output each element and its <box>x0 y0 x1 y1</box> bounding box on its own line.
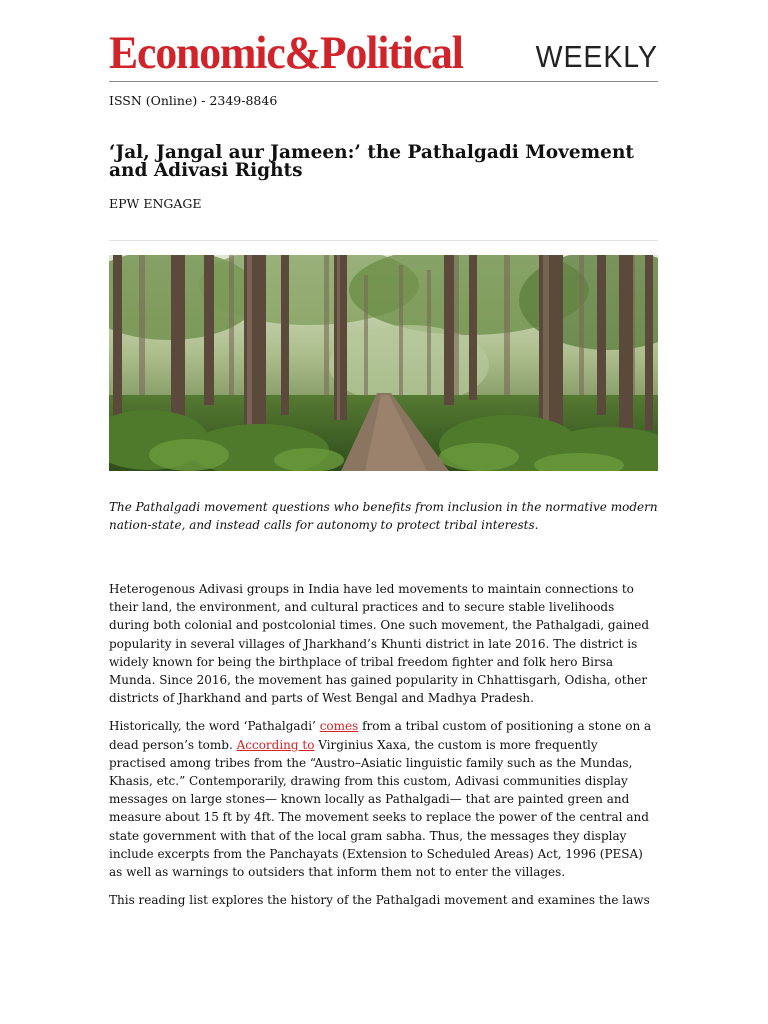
paragraph-2-text-c: Virginius Xaxa, the custom is more frequently practised among tribes from the “Austro–Asiatic linguistic family such as the Mundas, Khasis, etc.” Contemporarily, drawing from this custom, Adivasi communities display messages on large stones— known locally as Pathalgadi— that are painted green and measure about 15 ft by 4ft. The movement seeks to replace the power of the central and state government with that of the local gram sabha. Thus, the messages they display include excerpts from the Panchayats (Extension to Scheduled Areas) Act, 1996 (PESA) as well as warnings to outsiders that inform them not to enter the villages. <box>109 737 649 880</box>
article-title: ‘Jal, Jangal aur Jameen:’ the Pathalgadi Movement and Adivasi Rights <box>109 142 634 181</box>
header-divider <box>109 240 658 241</box>
article-category[interactable]: EPW ENGAGE <box>109 196 202 211</box>
masthead-brand-text: Economic&Political <box>109 27 463 79</box>
comes-link[interactable]: comes <box>319 719 359 734</box>
forest-path-photo <box>109 255 658 471</box>
article-body <box>109 580 658 919</box>
according-to-link[interactable]: According to <box>236 737 315 752</box>
body-paragraph-2 <box>109 717 658 881</box>
masthead-logo[interactable] <box>109 28 658 78</box>
masthead-weekly-text: WEEKLY <box>535 39 658 74</box>
body-paragraph-3: This reading list explores the history of the Pathalgadi movement and examines the laws <box>109 893 650 908</box>
forest-photo-illustration <box>109 255 658 471</box>
body-paragraph-1: Heterogenous Adivasi groups in India have led movements to maintain connections to their land, the environment, and cultural practices and to secure stable livelihoods during both colonial and postcolonial times. One such movement, the Pathalgadi, gained popularity in several villages of Jharkhand’s Khunti district in late 2016. The district is widely known for being the birthplace of tribal freedom fighter and folk hero Birsa Munda. Since 2016, the movement has gained popularity in Chhattisgarh, Odisha, other districts of Jharkhand and parts of West Bengal and Madhya Pradesh. <box>109 582 650 706</box>
masthead-divider <box>109 81 658 82</box>
issn-text: ISSN (Online) - 2349-8846 <box>109 93 278 108</box>
photo-caption: The Pathalgadi movement questions who benefits from inclusion in the normative modern nation-state, and instead calls for autonomy to protect tribal interests. <box>109 500 658 532</box>
paragraph-2-text-a: Historically, the word ‘Pathalgadi’ <box>109 719 320 734</box>
paragraph-2-text-b: from a tribal custom of positioning a stone on a dead person’s tomb. <box>109 719 652 752</box>
